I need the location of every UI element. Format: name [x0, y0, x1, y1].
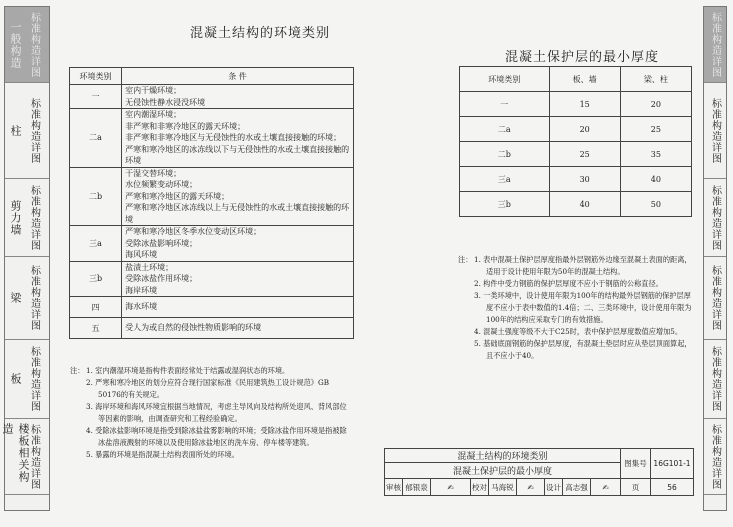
condition-line: 严寒和寒冷地区冰冻线以上与无侵蚀性的水或土壤直接接触的环境 [125, 203, 350, 224]
cover-cell: 二a [460, 117, 550, 142]
sidebar-tab-section: 楼板相关构造 [1, 423, 30, 483]
condition-line: 受除冰盐作用环境； [125, 274, 198, 283]
condition-line: 严寒和寒冷地区的露天环境； [125, 191, 230, 201]
condition-line: 海风环境 [125, 250, 158, 259]
env-condition [122, 167, 354, 226]
env-table [69, 67, 354, 339]
table-row [70, 318, 354, 339]
sidebar-tab-section: 剪力墙 [9, 199, 22, 236]
env-condition [122, 85, 354, 109]
cover-cell: 20 [620, 92, 691, 117]
note-item: 5. 基础底面钢筋的保护层厚度，有混凝土垫层时应从垫层顶面算起，且不应小于40。 [474, 339, 692, 360]
sidebar-tab-label: 标准构造详图 [28, 184, 40, 251]
condition-line: 受除冰盐影响环境； [125, 238, 198, 248]
table-row [70, 109, 354, 168]
table-row [460, 142, 692, 167]
right-sidebar [703, 6, 727, 511]
env-category: 三a [70, 226, 122, 262]
env-condition [122, 297, 354, 318]
note-item: 5. 暴露的环境是指混凝土结构表面所处的环境。 [86, 450, 239, 459]
cover-notes [458, 254, 692, 362]
env-category: 三b [70, 261, 122, 297]
cover-header-env: 环境类别 [460, 67, 550, 92]
tb-design-signature: ✍ [591, 479, 621, 495]
table-row [460, 192, 692, 217]
tb-title1: 混凝土结构的环境类别 [385, 449, 621, 463]
cover-cell: 30 [549, 167, 620, 192]
tb-page-no: 56 [667, 482, 677, 492]
sidebar-tab-label: 标准构造详图 [28, 97, 40, 164]
env-notes-label: 注： [70, 366, 85, 375]
sidebar-tab-section: 梁 [9, 292, 22, 304]
condition-line: 室内潮湿环境； [125, 110, 182, 119]
env-table-title: 混凝土结构的环境类别 [190, 26, 331, 41]
tb-review-signature: ✍ [431, 479, 471, 495]
table-row [460, 117, 692, 142]
condition-line: 无侵蚀性静水浸没环境 [125, 97, 206, 107]
cover-cell: 15 [549, 92, 620, 117]
table-row [460, 167, 692, 192]
tb-design-label: 设计 [545, 479, 563, 495]
table-row [70, 297, 354, 318]
table-row [460, 92, 692, 117]
env-category: 四 [70, 297, 122, 318]
right-tab-0[interactable]: 标准构造详图 [704, 7, 726, 83]
env-category: 一 [70, 85, 122, 109]
cover-table [459, 66, 692, 217]
env-condition [122, 261, 354, 297]
sidebar-tab-section: 一般构造 [9, 20, 22, 69]
condition-line: 水位频繁变动环境； [125, 180, 198, 189]
tb-title2: 混凝土保护层的最小厚度 [385, 463, 621, 479]
cover-cell: 25 [549, 142, 620, 167]
sidebar-tab-section: 板 [9, 373, 22, 385]
table-row [70, 226, 354, 262]
tb-atlas-label: 图集号 [621, 449, 651, 479]
condition-line: 非严寒和非寒冷地区的露天环境； [125, 121, 246, 131]
note-item: 3. 一类环境中，设计使用年限为100年的结构最外层钢筋的保护层厚度不应小于表中数值的1.4倍；二、三类环境中，设计使用年限为100年的结构应采取专门的有效措施。 [474, 291, 692, 324]
sidebar-tab-section: 柱 [9, 124, 22, 137]
right-tab-5[interactable]: 标准构造详图 [704, 419, 726, 495]
note-item: 2. 严寒和寒冷地区的划分应符合现行国家标准《民用建筑热工设计规范》GB 50176的有关规定。 [86, 378, 329, 399]
tb-check-signature: ✍ [517, 479, 545, 495]
table-row [70, 85, 354, 109]
tb-review-label: 审核 [385, 479, 403, 495]
cover-cell: 25 [620, 117, 691, 142]
sidebar-tab-label: 标准构造详图 [28, 346, 40, 412]
cover-cell: 40 [620, 167, 691, 192]
title-block [384, 448, 694, 496]
note-item: 4. 混凝土强度等级不大于C25时，表中保护层厚度数值应增加5。 [474, 327, 683, 336]
condition-line: 干湿交替环境； [125, 168, 182, 178]
cover-cell: 一 [460, 92, 550, 117]
condition-line: 严寒和寒冷地区冬季水位变动区环境； [125, 227, 262, 236]
note-item: 4. 受除冰盐影响环境是指受到除冰盐盐雾影响的环境；受除冰盐作用环境是指被除冰盐溶液溅射的环境以及使用除冰盐地区的洗车房、停车楼等建筑。 [86, 426, 347, 447]
right-tab-3[interactable]: 标准构造详图 [704, 257, 726, 340]
condition-line: 严寒和寒冷地区的冰冻线以下与无侵蚀性的水或土壤直接接触的环境 [125, 144, 350, 165]
note-item: 1. 表中混凝土保护层厚度指最外层钢筋外边缘至混凝土表面的距离，适用于设计使用年限为50年的混凝土结构。 [474, 255, 692, 276]
sidebar-tab-2[interactable] [5, 179, 49, 257]
env-notes [70, 365, 352, 461]
right-tab-1[interactable]: 标准构造详图 [704, 83, 726, 179]
tb-atlas-no: 16G101-1 [651, 449, 693, 479]
right-tab-4[interactable]: 标准构造详图 [704, 340, 726, 419]
note-item: 2. 构件中受力钢筋的保护层厚度不应小于钢筋的公称直径。 [474, 279, 663, 288]
sidebar-tab-1[interactable] [5, 83, 49, 179]
env-header-category: 环境类别 [70, 68, 122, 85]
sidebar-tab-3[interactable] [5, 257, 49, 340]
table-row [70, 167, 354, 226]
tb-check-name: 马海锐 [489, 479, 517, 495]
left-sidebar [1, 6, 50, 511]
cover-header-slab: 板、墙 [549, 67, 620, 92]
cover-header-beam: 梁、柱 [620, 67, 691, 92]
sidebar-tab-5[interactable] [1, 419, 49, 495]
table-row [70, 261, 354, 297]
condition-line: 受人为或自然的侵蚀性物质影响的环境 [125, 323, 262, 333]
sidebar-tab-label: 标准构造详图 [28, 423, 40, 490]
cover-cell: 40 [549, 192, 620, 217]
note-item: 1. 室内潮湿环境是指构件表面经常处于结露或湿润状态的环境。 [86, 366, 290, 375]
condition-line: 海水环境 [125, 302, 158, 312]
sidebar-tab-label: 标准构造详图 [28, 11, 40, 78]
right-tab-2[interactable]: 标准构造详图 [704, 179, 726, 257]
env-condition [122, 318, 354, 339]
env-condition [122, 109, 354, 168]
cover-cell: 三a [460, 167, 550, 192]
condition-line: 非严寒和非寒冷地区与无侵蚀性的水或土壤直接接触的环境； [125, 133, 342, 142]
cover-cell: 二b [460, 142, 550, 167]
sidebar-tab-label: 标准构造详图 [28, 265, 40, 331]
env-header-condition: 条 件 [122, 68, 354, 85]
note-item: 3. 海岸环境和海风环境宜根据当地情况，考虑主导风向及结构所处迎风、背风部位等因素的影响，由调查研究和工程经验确定。 [86, 402, 347, 423]
env-condition [122, 226, 354, 262]
cover-cell: 50 [620, 192, 691, 217]
cover-cell: 20 [549, 117, 620, 142]
cover-table-title: 混凝土保护层的最小厚度 [505, 50, 660, 65]
env-category: 二b [70, 167, 122, 226]
tb-page-label: 页 [621, 479, 651, 495]
env-category: 五 [70, 318, 122, 339]
cover-notes-label: 注： [458, 255, 473, 264]
tb-review-name: 郁银泉 [403, 479, 431, 495]
condition-line: 室内干燥环境； [125, 86, 182, 95]
condition-line: 海岸环境 [125, 285, 158, 295]
sidebar-tab-4[interactable] [5, 340, 49, 419]
tb-design-name: 高志强 [563, 479, 591, 495]
sidebar-tab-0[interactable] [5, 7, 49, 83]
tb-check-label: 校对 [471, 479, 489, 495]
cover-cell: 三b [460, 192, 550, 217]
condition-line: 盐渍土环境； [125, 262, 174, 272]
cover-cell: 35 [620, 142, 691, 167]
env-category: 二a [70, 109, 122, 168]
